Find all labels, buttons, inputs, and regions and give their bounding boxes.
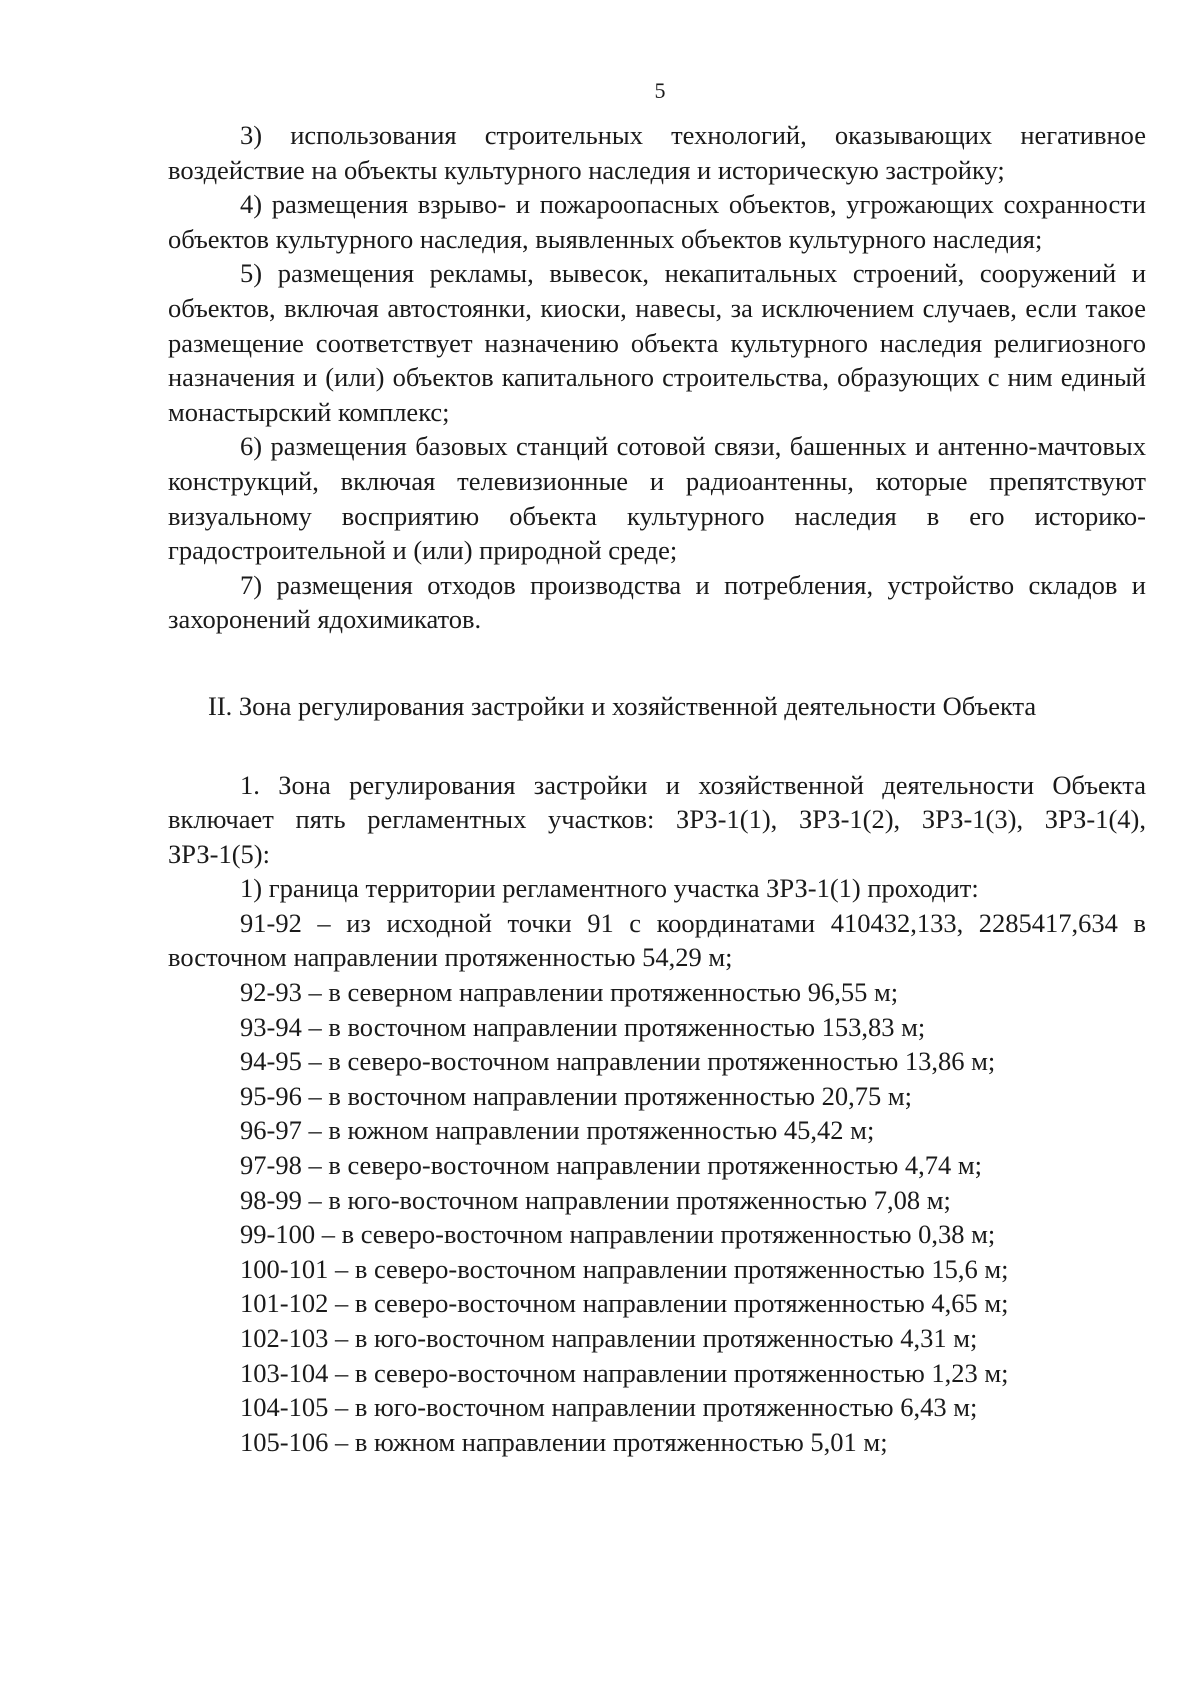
- section-heading: II. Зона регулирования застройки и хозяйственной деятельности Объекта: [208, 690, 1037, 721]
- boundary-segment: 95-96 – в восточном направлении протяженностью 20,75 м;: [240, 1080, 912, 1111]
- restriction-item-6: 6) размещения базовых станций сотовой связи, башенных и антенно-мачтовых конструкций, включая телевизионные и радиоантенны, которые препятствуют визуальному восприятию объекта культурного наследия в его историко- градостроительной и (или) природной среде;: [168, 431, 1146, 566]
- restriction-item-3: 3) использования строительных технологий, оказывающих негативное воздействие на объекты культурного наследия и историческую застройку;: [168, 120, 1146, 185]
- boundary-segment: 104-105 – в юго-восточном направлении протяженностью 6,43 м;: [240, 1392, 978, 1423]
- boundary-segment: 91-92 – из исходной точки 91 с координатами 410432,133, 2285417,634 в восточном направлении протяженностью 54,29 м;: [168, 907, 1146, 973]
- boundary-segment: 102-103 – в юго-восточном направлении протяженностью 4,31 м;: [240, 1323, 978, 1353]
- boundary-segment: 103-104 – в северо-восточном направлении протяженностью 1,23 м;: [240, 1357, 1009, 1388]
- boundary-segment: 93-94 – в восточном направлении протяженностью 153,83 м;: [240, 1011, 926, 1042]
- boundary-title: 1) граница территории регламентного участка ЗРЗ-1(1) проходит:: [240, 873, 979, 904]
- boundary-segment: 98-99 – в юго-восточном направлении протяженностью 7,08 м;: [240, 1184, 951, 1215]
- restriction-item-7: 7) размещения отходов производства и потребления, устройство складов и захоронений ядохимикатов.: [168, 569, 1146, 635]
- restriction-item-5: 5) размещения рекламы, вывесок, некапитальных строений, сооружений и объектов, включая автостоянки, киоски, навесы, за исключением случаев, если такое размещение соответствует назначению объекта культурного наследия религиозного назначения и (или) объектов капитального строительства, образующих с ним единый монастырский комплекс;: [168, 258, 1146, 427]
- restriction-item-4: 4) размещения взрыво- и пожароопасных объектов, угрожающих сохранности объектов культурного наследия, выявленных объектов культурного наследия;: [168, 189, 1146, 254]
- boundary-segment: 101-102 – в северо-восточном направлении протяженностью 4,65 м;: [240, 1288, 1009, 1319]
- section-intro: 1. Зона регулирования застройки и хозяйственной деятельности Объекта включает пять регламентных участков: ЗРЗ-1(1), ЗРЗ-1(2), ЗРЗ-1(3), ЗРЗ-1(4), ЗРЗ-1(5):: [168, 769, 1146, 869]
- document-body: [168, 118, 1146, 1459]
- boundary-segment: 100-101 – в северо-восточном направлении протяженностью 15,6 м;: [240, 1253, 1009, 1284]
- boundary-segment: 94-95 – в северо-восточном направлении протяженностью 13,86 м;: [240, 1046, 996, 1077]
- boundary-segment: 97-98 – в северо-восточном направлении протяженностью 4,74 м;: [240, 1150, 983, 1181]
- boundary-segment: 92-93 – в северном направлении протяженностью 96,55 м;: [240, 977, 899, 1008]
- page-number: 5: [654, 78, 666, 103]
- boundary-segment: 105-106 – в южном направлении протяженностью 5,01 м;: [240, 1426, 888, 1457]
- boundary-segment: 99-100 – в северо-восточном направлении протяженностью 0,38 м;: [240, 1219, 996, 1250]
- boundary-segment: 96-97 – в южном направлении протяженностью 45,42 м;: [240, 1115, 875, 1146]
